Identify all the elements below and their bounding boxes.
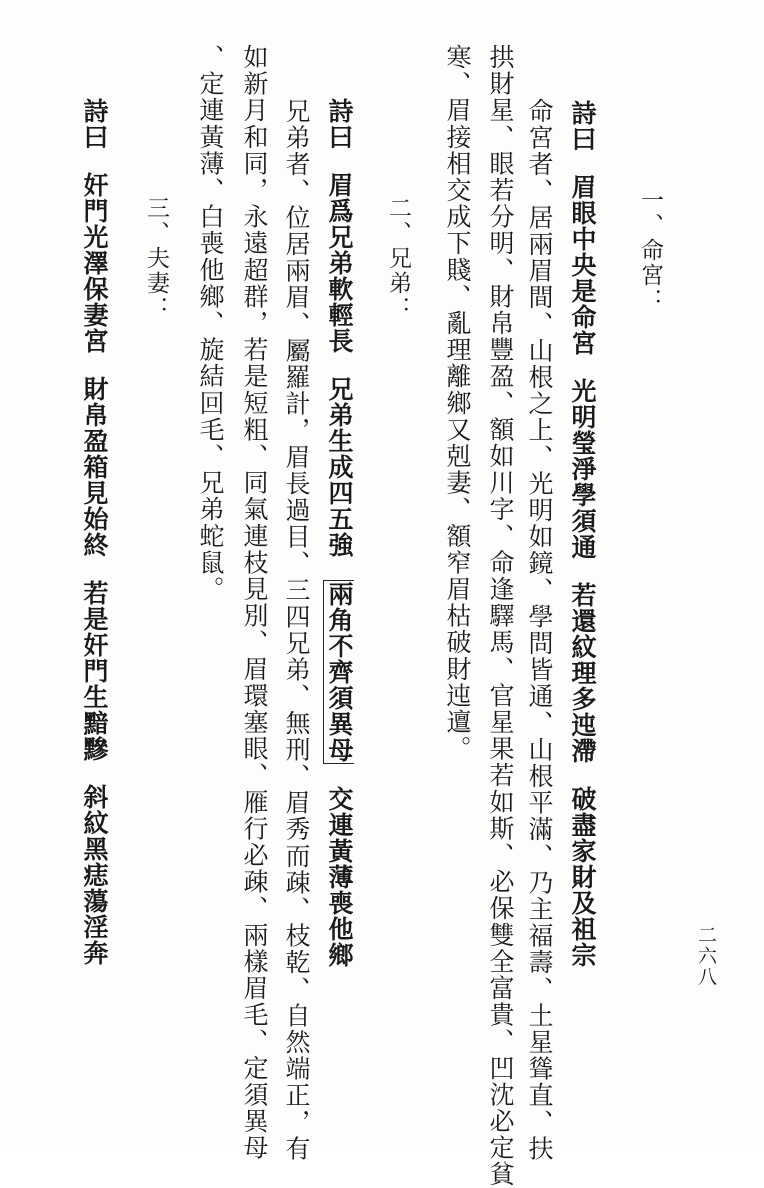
poem-line: 奸門光澤保妻宮 [80, 172, 109, 354]
poem-line: 兄弟生成四五強 [325, 376, 354, 558]
body-line: 命宮者、居兩眉間、山根之上、光明如鏡、學問皆通、山根平滿、乃主福壽、土星聳直、扶 [525, 98, 554, 1162]
boxed-poem-line: 兩角不齊須異母 [325, 581, 354, 763]
body-line: 、定連黃薄、白喪他鄉、旋結回毛、兄弟蛇鼠。 [196, 44, 225, 603]
poem-ming-gong [566, 100, 598, 968]
section-heading-fu-qi: 三、夫妻： [143, 196, 169, 321]
poem-line: 財帛盈箱見始終 [80, 376, 109, 558]
section-heading-ming-gong: 一、命宮： [637, 188, 663, 313]
poem-line: 若是奸門生黯黲 [80, 580, 109, 762]
poem-line: 眉眼中央是命宮 [568, 174, 597, 356]
page-number: 二六八 [695, 925, 717, 988]
poem-line: 破盡家財及祖宗 [568, 786, 597, 968]
poem-label: 詩曰 [80, 98, 109, 150]
body-line: 兄弟者、位居兩眉、屬羅計，眉長過目、三四兄弟、無刑、眉秀而疎、枝乾、自然端正，有 [282, 98, 311, 1162]
poem-line: 光明瑩淨學須通 [568, 378, 597, 560]
body-line: 如新月和同，永遠超群，若是短粗、同氣連枝見別、眉環塞眼、雁行必疎、兩樣眉毛、定須異母 [240, 44, 269, 1162]
poem-line: 斜紋黑痣蕩淫奔 [80, 784, 109, 966]
poem-line: 交連黃薄喪他鄉 [325, 786, 354, 968]
body-line: 寒、眉接相交成下賤、亂理離鄉又剋妻、額窄眉枯破財迍邅。 [443, 44, 472, 763]
poem-fu-qi [78, 98, 110, 966]
poem-line: 若還紋理多迍滯 [568, 582, 597, 764]
poem-label: 詩曰 [568, 100, 597, 152]
poem-xiong-di [323, 98, 355, 968]
poem-line: 眉爲兄弟軟輕長 [325, 172, 354, 354]
poem-label: 詩曰 [325, 98, 354, 150]
section-heading-xiong-di: 二、兄弟： [385, 196, 411, 321]
body-line: 拱財星、眼若分明、財帛豐盈、額如川字、命逢驛馬、官星果若如斯、必保雙全富貴、凹沈必定貧 [486, 44, 515, 1188]
